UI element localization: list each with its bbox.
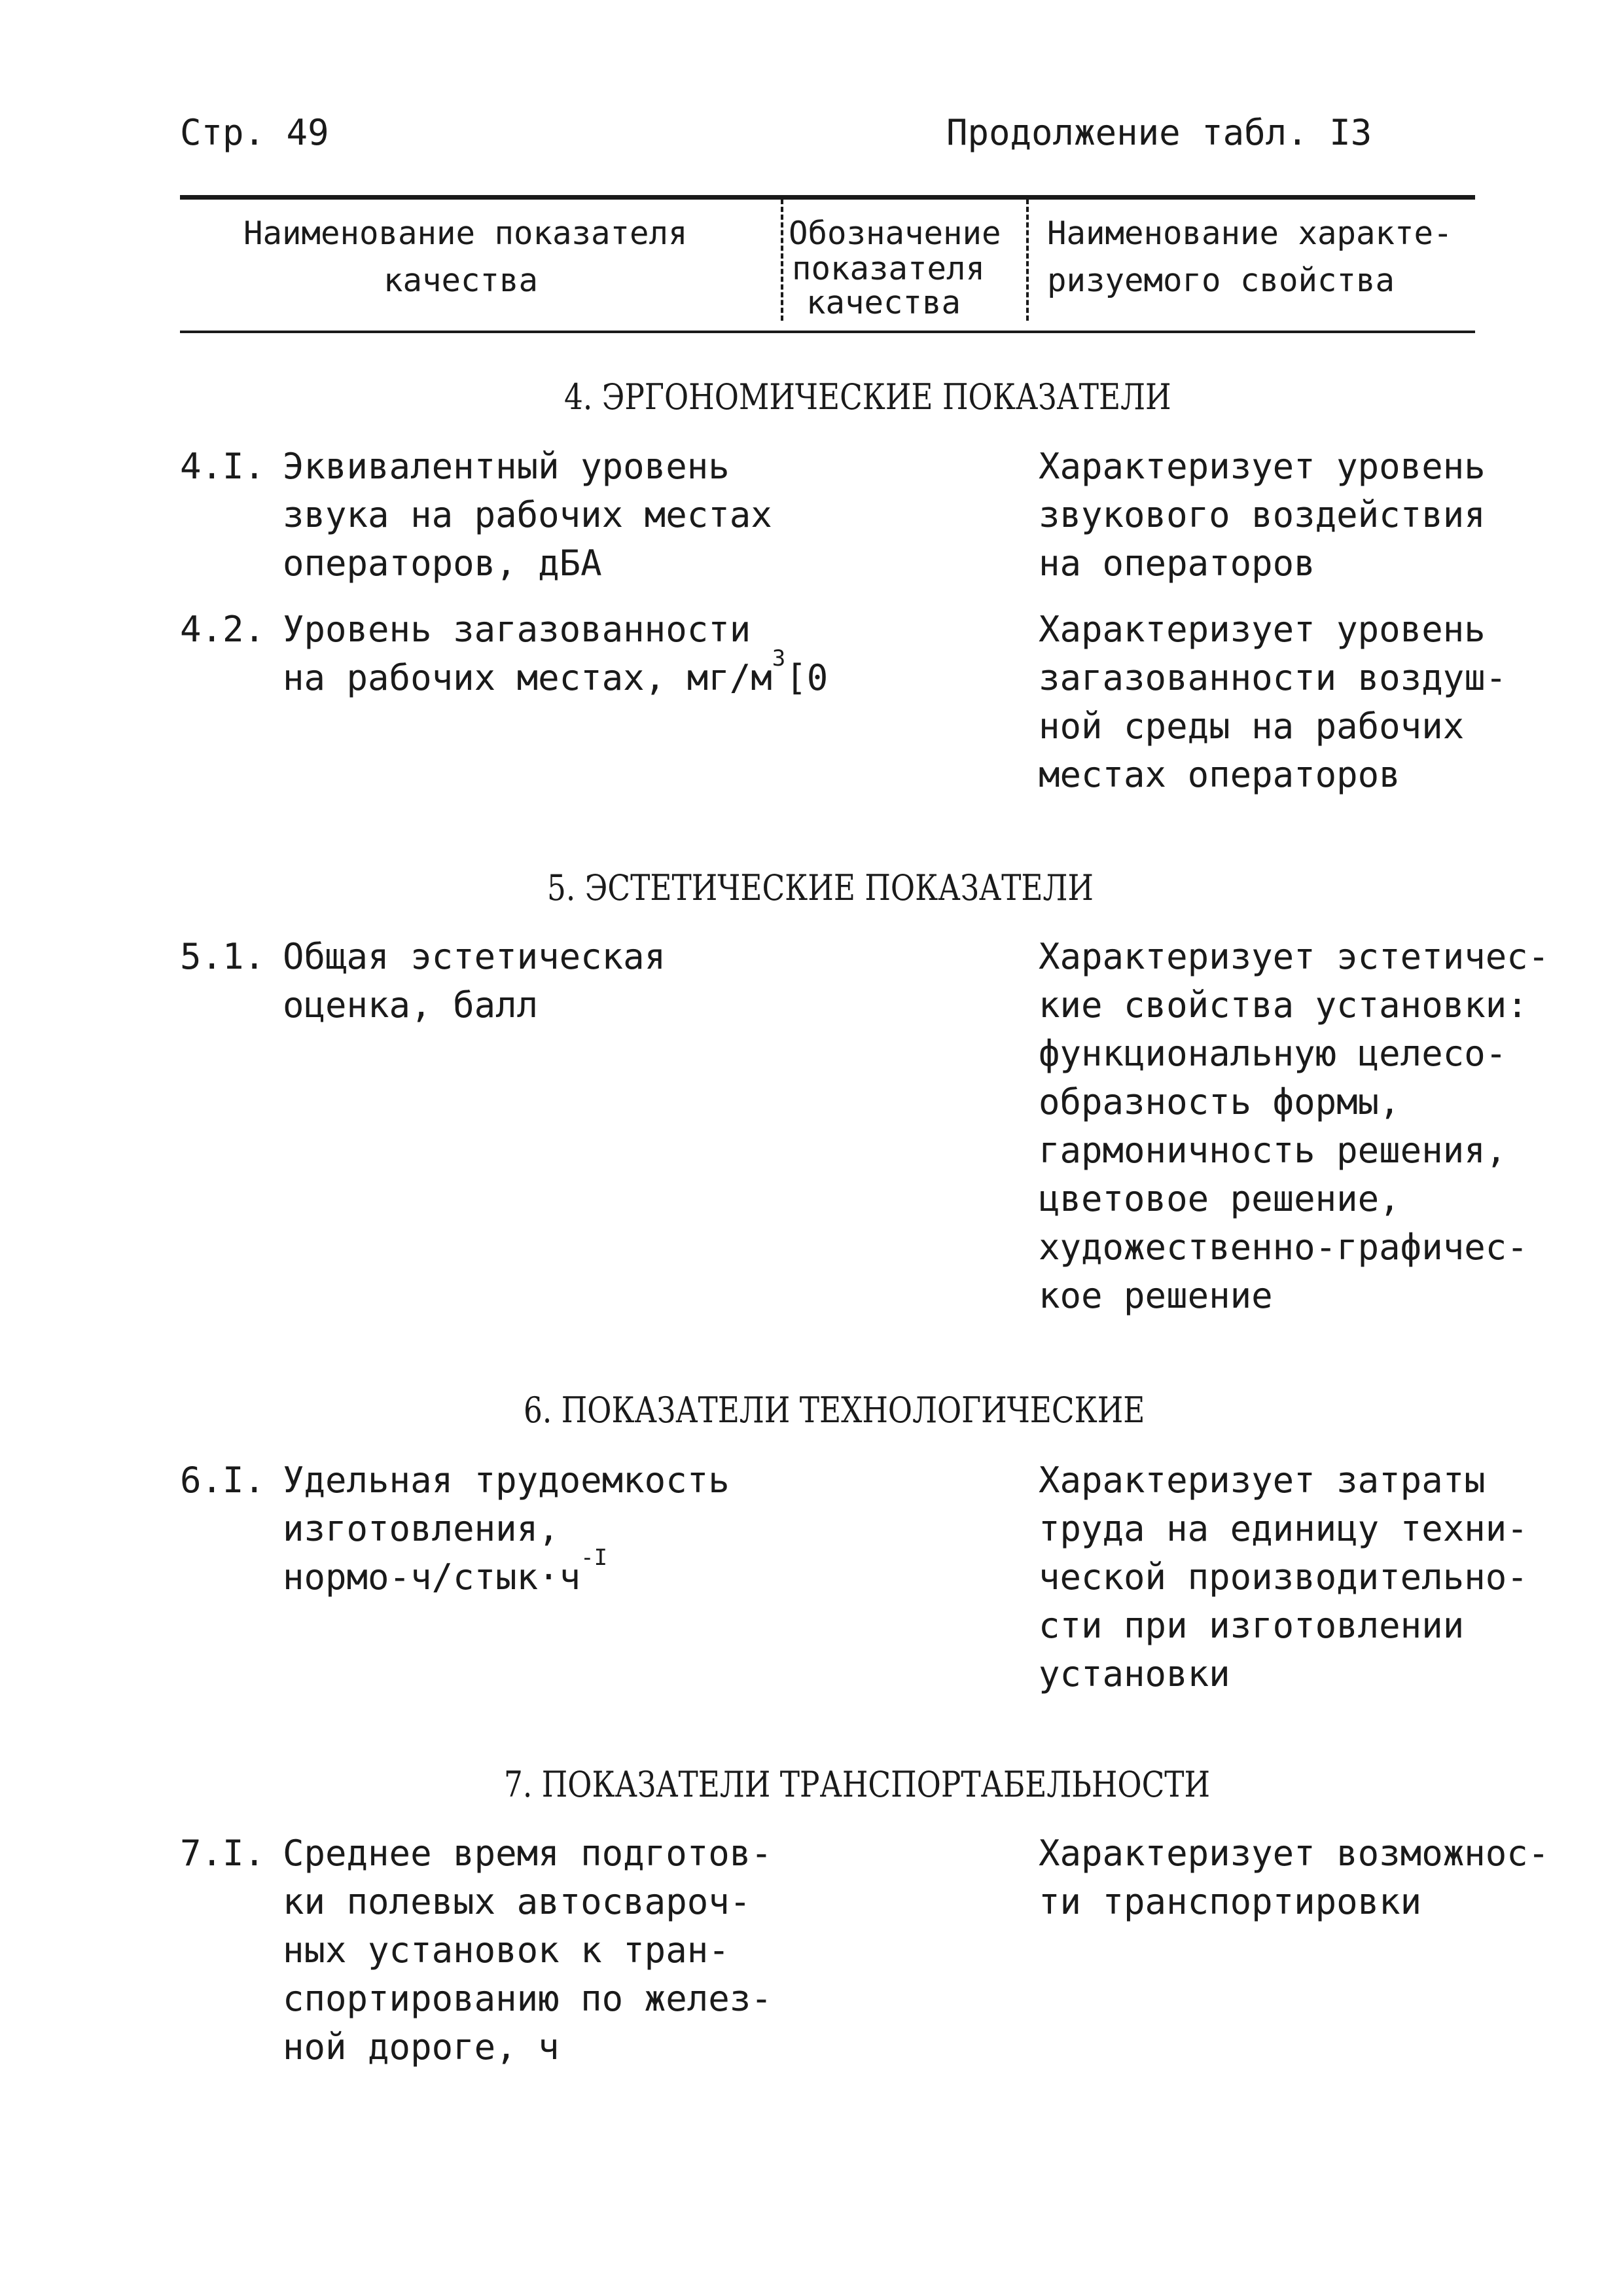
header-col3-line2: ризуемого свойства <box>1047 262 1395 299</box>
header-col3-line1: Наименование характе- <box>1047 215 1453 252</box>
item-5-1-name-line2: оценка, балл <box>283 984 539 1026</box>
table-header-bottom-rule <box>180 331 1475 333</box>
item-5-1-property-line7: художественно-графичес- <box>1039 1227 1528 1268</box>
header-col1-line1: Наименование показателя <box>243 215 688 252</box>
item-4-2-unit-superscript: 3 <box>772 645 786 672</box>
item-4-2-name-line2 <box>283 645 829 698</box>
column-divider-1 <box>781 199 783 321</box>
item-4-1-property-line1: Характеризует уровень <box>1039 446 1486 487</box>
header-col2-line2: показателя <box>792 250 986 287</box>
item-6-1-name-line3 <box>283 1545 608 1598</box>
item-4-1-name-line3: операторов, дБА <box>283 543 602 584</box>
item-4-2-name-text: на рабочих местах, мг/м <box>283 657 772 698</box>
table-continuation-label: Продолжение табл. I3 <box>946 112 1372 153</box>
item-5-1-property-line4: образность формы, <box>1039 1081 1400 1122</box>
item-4-1-property-line3: на операторов <box>1039 543 1315 584</box>
item-4-2-name-line1: Уровень загазованности <box>283 609 751 650</box>
item-4-1-property-line2: звукового воздействия <box>1039 494 1486 535</box>
item-6-1-property-line2: труда на единицу техни- <box>1039 1508 1528 1549</box>
item-4-2-property-line2: загазованности воздуш- <box>1039 657 1507 698</box>
header-col2-line3: качества <box>806 284 961 321</box>
section-title-transportability: 7. ПОКАЗАТЕЛИ ТРАНСПОРТАБЕЛЬНОСТИ <box>504 1764 1211 1805</box>
item-number-6-1: 6.I. <box>180 1460 266 1501</box>
item-7-1-name-line4: спортированию по желез- <box>283 1978 772 2019</box>
item-number-4-1: 4.I. <box>180 446 266 487</box>
item-4-1-name-line1: Эквивалентный уровень <box>283 446 730 487</box>
item-7-1-name-line2: ки полевых автосвароч- <box>283 1881 751 1922</box>
header-col1-line2: качества <box>383 262 539 299</box>
item-5-1-property-line2: кие свойства установки: <box>1039 984 1528 1026</box>
item-number-5-1: 5.1. <box>180 936 266 977</box>
item-4-2-name-suffix: [0 <box>785 657 829 698</box>
item-6-1-name-line2: изготовления, <box>283 1508 560 1549</box>
item-5-1-property-line6: цветовое решение, <box>1039 1178 1400 1219</box>
item-5-1-name-line1: Общая эстетическая <box>283 936 666 977</box>
item-7-1-property-line2: ти транспортировки <box>1039 1881 1422 1922</box>
item-number-4-2: 4.2. <box>180 609 266 650</box>
item-4-2-property-line1: Характеризует уровень <box>1039 609 1486 650</box>
section-title-technological: 6. ПОКАЗАТЕЛИ ТЕХНОЛОГИЧЕСКИЕ <box>524 1390 1145 1431</box>
item-5-1-property-line3: функциональную целесо- <box>1039 1033 1507 1074</box>
item-6-1-unit-superscript: -I <box>580 1545 608 1571</box>
section-title-aesthetic: 5. ЭСТЕТИЧЕСКИЕ ПОКАЗАТЕЛИ <box>547 867 1094 908</box>
section-title-ergonomic: 4. ЭРГОНОМИЧЕСКИЕ ПОКАЗАТЕЛИ <box>564 376 1171 418</box>
item-6-1-name-line1: Удельная трудоемкость <box>283 1460 730 1501</box>
item-number-7-1: 7.I. <box>180 1833 266 1874</box>
item-7-1-property-line1: Характеризует возможнос- <box>1039 1833 1550 1874</box>
column-divider-2 <box>1026 199 1029 321</box>
item-6-1-unit-text: нормо-ч/стык·ч <box>283 1556 581 1598</box>
item-7-1-name-line5: ной дороге, ч <box>283 2026 560 2068</box>
item-5-1-property-line8: кое решение <box>1039 1275 1273 1316</box>
item-7-1-name-line3: ных установок к тран- <box>283 1929 730 1971</box>
item-6-1-property-line3: ческой производительно- <box>1039 1556 1528 1598</box>
item-6-1-property-line1: Характеризует затраты <box>1039 1460 1486 1501</box>
table-top-rule <box>180 195 1475 200</box>
page-number: Стр. 49 <box>180 112 329 153</box>
item-6-1-property-line4: сти при изготовлении <box>1039 1605 1465 1646</box>
item-7-1-name-line1: Среднее время подготов- <box>283 1833 772 1874</box>
header-col2-line1: Обозначение <box>789 215 1001 252</box>
item-5-1-property-line1: Характеризует эстетичес- <box>1039 936 1550 977</box>
item-4-2-property-line4: местах операторов <box>1039 754 1400 795</box>
item-5-1-property-line5: гармоничность решения, <box>1039 1130 1507 1171</box>
item-6-1-property-line5: установки <box>1039 1653 1230 1695</box>
item-4-2-property-line3: ной среды на рабочих <box>1039 706 1465 747</box>
item-4-1-name-line2: звука на рабочих местах <box>283 494 772 535</box>
